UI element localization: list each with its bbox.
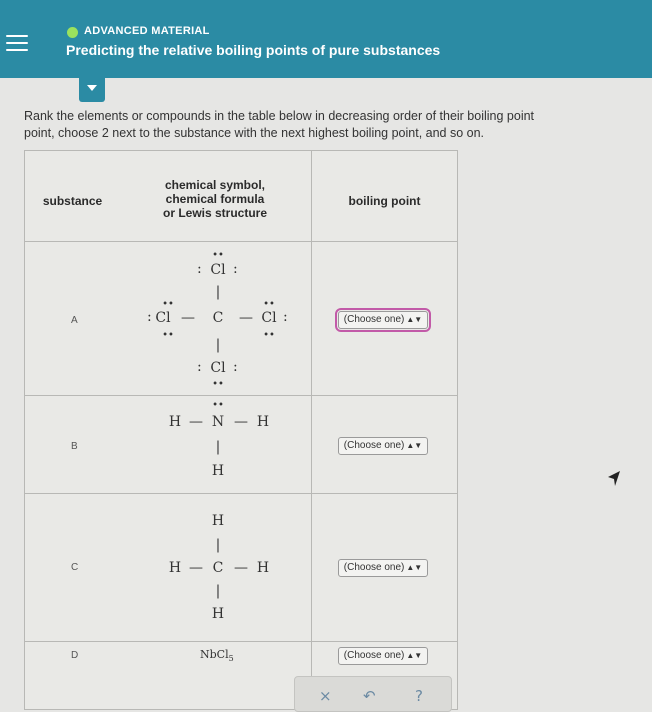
atom-h-top: H — [211, 513, 225, 529]
header-substance: substance — [42, 194, 103, 208]
lone-pair-colon: : — [197, 359, 202, 375]
atom-h-left: H — [168, 560, 182, 576]
mouse-cursor-icon — [606, 470, 622, 488]
select-value: (Choose one) — [343, 562, 405, 573]
row-divider — [25, 395, 457, 396]
lone-pair-colon: : — [197, 261, 202, 277]
instructions-line-2: point, choose 2 next to the substance with the next highest boiling point, and so on. — [24, 126, 485, 140]
ranking-table — [24, 150, 458, 710]
bond-vertical: | — [215, 439, 221, 455]
atom-cl-left: Cl — [155, 310, 171, 326]
atom-c-center: C — [212, 310, 224, 326]
instructions-text — [24, 108, 652, 142]
row-divider — [25, 641, 457, 642]
lone-pair: •• — [212, 250, 224, 261]
atom-cl-right: Cl — [261, 310, 277, 326]
lone-pair: •• — [263, 330, 275, 341]
boiling-point-select-a[interactable] — [338, 311, 428, 329]
row-letter-c: C — [71, 562, 79, 573]
row-divider — [25, 493, 457, 494]
select-chevron-icon: ▲▼ — [406, 651, 423, 660]
select-value: (Choose one) — [343, 650, 405, 661]
atom-h-right: H — [256, 414, 270, 430]
bond-horizontal: — — [189, 560, 203, 576]
select-value: (Choose one) — [343, 314, 405, 325]
lone-pair-colon: : — [283, 309, 288, 325]
bond-horizontal: — — [189, 414, 203, 430]
page-title: Predicting the relative boiling points of pure substances — [66, 42, 441, 58]
atom-h-right: H — [256, 560, 270, 576]
lone-pair-colon: : — [147, 309, 152, 325]
undo-icon[interactable]: ↶ — [363, 687, 376, 705]
bond-horizontal: — — [181, 310, 195, 326]
instructions-line-1: Rank the elements or compounds in the table below in decreasing order of their boiling point — [24, 109, 535, 123]
atom-cl-top: Cl — [210, 262, 226, 278]
bond-horizontal: — — [234, 560, 248, 576]
lewis-structure-c — [125, 495, 311, 641]
atom-n-center: N — [211, 414, 225, 430]
boiling-point-select-d[interactable] — [338, 647, 428, 665]
lone-pair: •• — [212, 379, 224, 390]
atom-h-bottom: H — [211, 606, 225, 622]
row-divider — [25, 241, 457, 242]
select-chevron-icon: ▲▼ — [406, 315, 423, 324]
bond-vertical: | — [215, 337, 221, 353]
atom-c-center: C — [212, 560, 224, 576]
close-icon[interactable]: × — [319, 687, 332, 705]
row-letter-a: A — [71, 315, 78, 326]
header-structure-line3: or Lewis structure — [162, 206, 268, 220]
select-chevron-icon: ▲▼ — [406, 563, 423, 572]
select-chevron-icon: ▲▼ — [406, 441, 423, 450]
column-divider — [311, 151, 312, 709]
formula-d-subscript: 5 — [228, 654, 234, 664]
help-icon[interactable]: ? — [415, 687, 423, 705]
expand-chevron-button[interactable] — [79, 78, 105, 102]
row-letter-b: B — [71, 441, 78, 452]
menu-icon[interactable] — [6, 35, 28, 55]
lone-pair-colon: : — [233, 261, 238, 277]
bond-vertical: | — [215, 537, 221, 553]
lone-pair: •• — [162, 330, 174, 341]
header-structure-line1: chemical symbol, — [164, 178, 266, 192]
lewis-structure-a — [125, 243, 311, 395]
status-dot-icon — [67, 27, 78, 38]
answer-toolbar — [294, 676, 452, 712]
row-letter-d: D — [71, 650, 79, 661]
header-structure-line2: chemical formula — [165, 192, 265, 206]
bond-vertical: | — [215, 284, 221, 300]
header-bar — [0, 0, 652, 78]
formula-d-main: NbCl — [200, 648, 229, 661]
header-structure — [135, 178, 295, 220]
atom-h-left: H — [168, 414, 182, 430]
header-boiling-point: boiling point — [348, 194, 421, 208]
bond-horizontal: — — [234, 414, 248, 430]
lone-pair: •• — [162, 299, 174, 310]
lone-pair: •• — [263, 299, 275, 310]
bond-vertical: | — [215, 583, 221, 599]
boiling-point-select-c[interactable] — [338, 559, 428, 577]
select-value: (Choose one) — [343, 440, 405, 451]
lone-pair-colon: : — [233, 359, 238, 375]
lone-pair: •• — [212, 400, 224, 411]
boiling-point-select-b[interactable] — [338, 437, 428, 455]
formula-d — [200, 648, 234, 663]
bond-horizontal: — — [239, 310, 253, 326]
lewis-structure-b — [125, 397, 311, 493]
atom-cl-bottom: Cl — [210, 360, 226, 376]
atom-h-bottom: H — [211, 463, 225, 479]
advanced-material-label: ADVANCED MATERIAL — [84, 25, 210, 37]
